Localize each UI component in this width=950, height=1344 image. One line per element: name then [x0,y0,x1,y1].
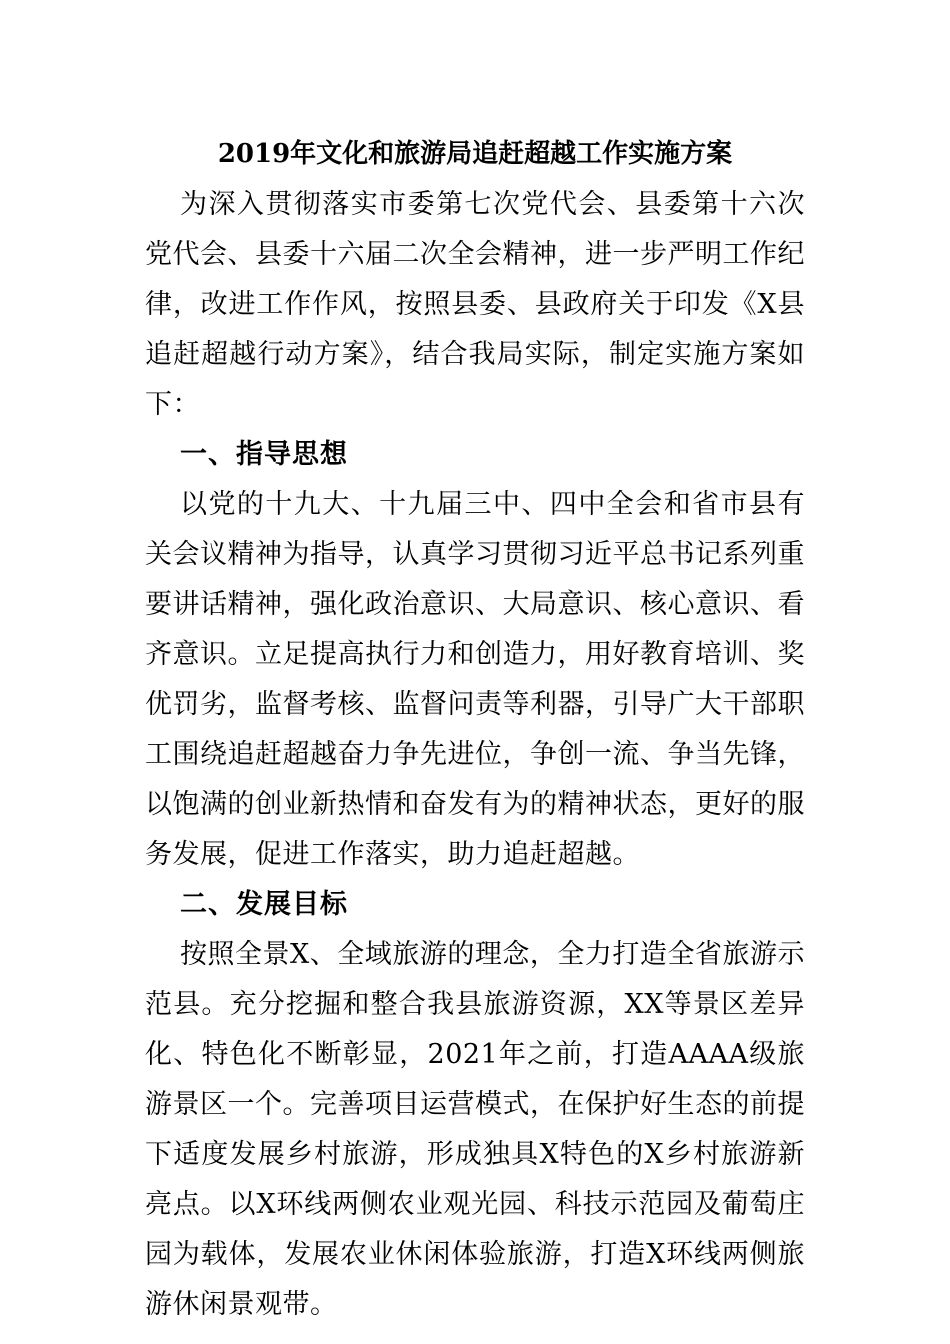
intro-paragraph: 为深入贯彻落实市委第七次党代会、县委第十六次党代会、县委十六届二次全会精神，进一步严明工作纪律，改进工作作风，按照县委、县政府关于印发《X县追赶超越行动方案》，结合我局实际，制定实施方案如下： [145,189,805,420]
document-title: 2019年文化和旅游局追赶超越工作实施方案 [217,139,733,169]
section-paragraph-development-goals: 按照全景X、全域旅游的理念，全力打造全省旅游示范县。充分挖掘和整合我县旅游资源，XX等景区差异化、特色化不断彰显，2021年之前，打造AAAA级旅游景区一个。完善项目运营模式，在保护好生态的前提下适度发展乡村旅游，形成独具X特色的X乡村旅游新亮点。以X环线两侧农业观光园、科技示范园及葡萄庄园为载体，发展农业休闲体验旅游，打造X环线两侧旅游休闲景观带。 [145,939,805,1320]
section-heading-guiding-ideology: 一、指导思想 [180,439,348,470]
document-body [145,180,805,1330]
section-paragraph-guiding-ideology: 以党的十九大、十九届三中、四中全会和省市县有关会议精神为指导，认真学习贯彻习近平总书记系列重要讲话精神，强化政治意识、大局意识、核心意识、看齐意识。立足提高执行力和创造力，用好教育培训、奖优罚劣，监督考核、监督问责等利器，引导广大干部职工围绕追赶超越奋力争先进位，争创一流、争当先锋，以饱满的创业新热情和奋发有为的精神状态，更好的服务发展，促进工作落实，助力追赶超越。 [145,489,805,870]
section-heading-development-goals: 二、发展目标 [180,889,348,920]
